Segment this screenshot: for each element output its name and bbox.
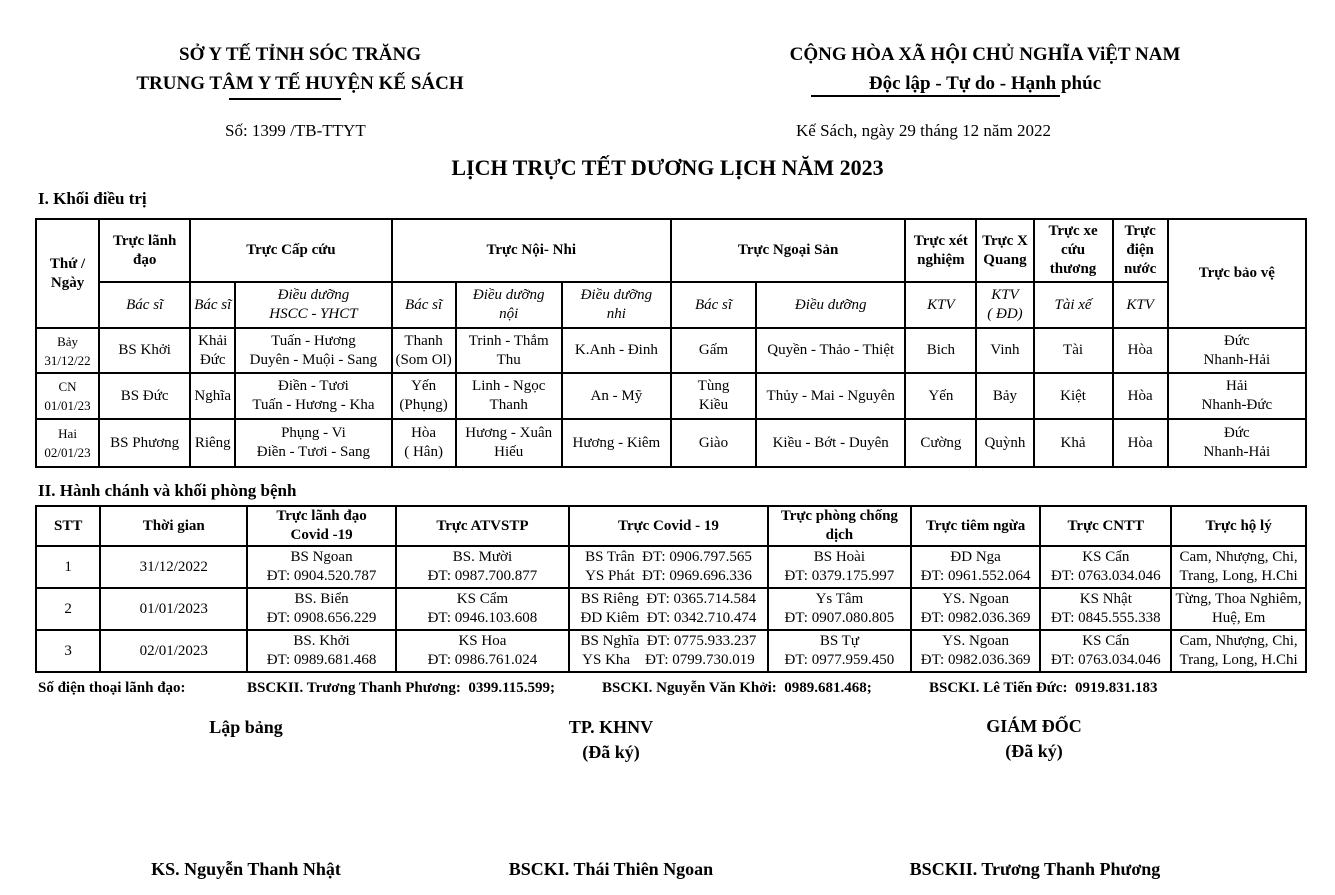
cell-leader: BS Khởi — [99, 328, 190, 373]
cell-covid-leader: BS. Biển ĐT: 0908.656.229 — [247, 588, 396, 630]
header-time: Thời gian — [100, 506, 247, 546]
cell-epidemic: BS Hoài ĐT: 0379.175.997 — [768, 546, 911, 588]
header-vaccination: Trực tiêm ngừa — [911, 506, 1041, 546]
table-row — [36, 630, 1306, 672]
cell-utilities: Hòa — [1113, 373, 1168, 419]
cell-time: 01/01/2023 — [100, 588, 247, 630]
signature-role: GIÁM ĐỐC — [986, 716, 1082, 736]
signature-status: (Đã ký) — [1005, 741, 1063, 761]
cell-vaccination: YS. Ngoan ĐT: 0982.036.369 — [911, 588, 1041, 630]
cell-food-safety: KS Hoa ĐT: 0986.761.024 — [396, 630, 569, 672]
cell-utilities: Hòa — [1113, 328, 1168, 373]
leader-phone-1: BSCKII. Trương Thanh Phương: 0399.115.599; — [247, 680, 556, 696]
cell-ip-nurse-internal: Hương - Xuân Hiếu — [456, 419, 562, 467]
header-covid: Trực Covid - 19 — [569, 506, 768, 546]
cell-so-doctor: Tùng Kiều — [671, 373, 756, 419]
sub-xray-tech: KTV ( ĐD) — [976, 282, 1033, 328]
header-stt: STT — [36, 506, 100, 546]
cell-ip-doctor: Yến (Phụng) — [392, 373, 456, 419]
cell-day: Bảy 31/12/22 — [36, 328, 99, 373]
cell-so-nurse: Thủy - Mai - Nguyên — [756, 373, 905, 419]
admin-schedule-table — [35, 505, 1307, 673]
cell-lab: Yến — [905, 373, 976, 419]
cell-stt: 2 — [36, 588, 100, 630]
cell-utilities: Hòa — [1113, 419, 1168, 467]
cell-it: KS Cẩn ĐT: 0763.034.046 — [1040, 630, 1171, 672]
issuing-organization — [100, 40, 500, 98]
signature-role: TP. KHNV — [568, 717, 654, 737]
cell-so-nurse: Quyền - Thảo - Thiệt — [756, 328, 905, 373]
cell-ambulance: Khả — [1034, 419, 1113, 467]
cell-it: KS Cẩn ĐT: 0763.034.046 — [1040, 546, 1171, 588]
cell-xray: Quỳnh — [976, 419, 1033, 467]
cell-xray: Vinh — [976, 328, 1033, 373]
header-ambulance: Trực xe cứu thương — [1034, 219, 1113, 282]
header-security: Trực bảo vệ — [1168, 219, 1306, 328]
section-2-heading: II. Hành chánh và khối phòng bệnh — [38, 481, 297, 500]
cell-time: 02/01/2023 — [100, 630, 247, 672]
header-left-underline — [229, 98, 341, 100]
table-row — [36, 588, 1306, 630]
signer-name-director: BSCKII. Trương Thanh Phương — [909, 859, 1161, 879]
cell-lab: Cường — [905, 419, 976, 467]
cell-day: CN 01/01/23 — [36, 373, 99, 419]
header-emergency: Trực Cấp cứu — [190, 219, 391, 282]
page-title: LỊCH TRỰC TẾT DƯƠNG LỊCH NĂM 2023 — [451, 155, 884, 180]
cell-so-doctor: Gấm — [671, 328, 756, 373]
cell-epidemic: Ys Tâm ĐT: 0907.080.805 — [768, 588, 911, 630]
national-motto — [690, 40, 1280, 98]
header-it: Trực CNTT — [1040, 506, 1171, 546]
section-1-heading: I. Khối điều trị — [38, 189, 147, 208]
group-header-row — [36, 219, 1306, 282]
leader-phones-label: Số điện thoại lãnh đạo: — [38, 680, 186, 696]
cell-ip-nurse-peds: K.Anh - Đinh — [562, 328, 671, 373]
header-row — [36, 506, 1306, 546]
cell-so-doctor: Giào — [671, 419, 756, 467]
department-name: SỞ Y TẾ TỈNH SÓC TRĂNG — [179, 44, 421, 65]
cell-covid: BS Trân ĐT: 0906.797.565 YS Phát ĐT: 0969.696.336 — [569, 546, 768, 588]
signature-block-preparer — [146, 715, 346, 740]
country-name: CỘNG HÒA XÃ HỘI CHỦ NGHĨA ViỆT NAM — [789, 44, 1181, 65]
header-leader: Trực lãnh đạo — [99, 219, 190, 282]
signer-name-preparer: KS. Nguyễn Thanh Nhật — [151, 859, 341, 879]
signature-status: (Đã ký) — [582, 742, 640, 762]
cell-security: Đức Nhanh-Hải — [1168, 419, 1306, 467]
header-epidemic: Trực phòng chống dịch — [768, 506, 911, 546]
sub-driver: Tài xế — [1034, 282, 1113, 328]
sub-leader-doctor: Bác sĩ — [99, 282, 190, 328]
header-internal-peds: Trực Nội- Nhi — [392, 219, 671, 282]
cell-ambulance: Tài — [1034, 328, 1113, 373]
cell-covid: BS Nghĩa ĐT: 0775.933.237 YS Kha ĐT: 0799.730.019 — [569, 630, 768, 672]
header-surgery-obs: Trực Ngoại Sản — [671, 219, 905, 282]
cell-em-nurse: Tuấn - Hương Duyên - Muội - Sang — [235, 328, 391, 373]
cell-orderly: Cam, Nhượng, Chi, Trang, Long, H.Chi — [1171, 546, 1306, 588]
cell-so-nurse: Kiều - Bớt - Duyên — [756, 419, 905, 467]
header-utilities: Trực điện nước — [1113, 219, 1168, 282]
header-lab: Trực xét nghiệm — [905, 219, 976, 282]
cell-orderly: Từng, Thoa Nghiêm, Huệ, Em — [1171, 588, 1306, 630]
cell-vaccination: ĐD Nga ĐT: 0961.552.064 — [911, 546, 1041, 588]
cell-em-doctor: Riêng — [190, 419, 235, 467]
table-row — [36, 373, 1306, 419]
cell-it: KS Nhật ĐT: 0845.555.338 — [1040, 588, 1171, 630]
sub-lab-tech: KTV — [905, 282, 976, 328]
cell-vaccination: YS. Ngoan ĐT: 0982.036.369 — [911, 630, 1041, 672]
cell-day: Hai 02/01/23 — [36, 419, 99, 467]
center-name: TRUNG TÂM Y TẾ HUYỆN KẾ SÁCH — [136, 73, 464, 94]
cell-ambulance: Kiệt — [1034, 373, 1113, 419]
cell-ip-doctor: Thanh (Som Ol) — [392, 328, 456, 373]
header-xray: Trực X Quang — [976, 219, 1033, 282]
sub-ip-nurse-internal: Điều dưỡng nội — [456, 282, 562, 328]
cell-stt: 1 — [36, 546, 100, 588]
cell-security: Hải Nhanh-Đức — [1168, 373, 1306, 419]
cell-food-safety: BS. Mười ĐT: 0987.700.877 — [396, 546, 569, 588]
cell-em-nurse: Phụng - Vi Điền - Tươi - Sang — [235, 419, 391, 467]
signer-name-khnv: BSCKI. Thái Thiên Ngoan — [508, 859, 714, 879]
document-date: Kế Sách, ngày 29 tháng 12 năm 2022 — [796, 121, 1051, 140]
sub-emergency-nurse: Điều dưỡng HSCC - YHCT — [235, 282, 391, 328]
cell-ip-nurse-internal: Trinh - Thắm Thu — [456, 328, 562, 373]
sub-ip-doctor: Bác sĩ — [392, 282, 456, 328]
table-row — [36, 546, 1306, 588]
cell-food-safety: KS Cẩm ĐT: 0946.103.608 — [396, 588, 569, 630]
cell-covid: BS Riêng ĐT: 0365.714.584 ĐD Kiêm ĐT: 0342.710.474 — [569, 588, 768, 630]
signature-block-director — [934, 714, 1134, 764]
cell-ip-doctor: Hòa ( Hân) — [392, 419, 456, 467]
motto: Độc lập - Tự do - Hạnh phúc — [868, 73, 1102, 94]
table-row — [36, 328, 1306, 373]
sub-so-doctor: Bác sĩ — [671, 282, 756, 328]
header-food-safety: Trực ATVSTP — [396, 506, 569, 546]
cell-time: 31/12/2022 — [100, 546, 247, 588]
cell-ip-nurse-internal: Linh - Ngọc Thanh — [456, 373, 562, 419]
cell-lab: Bich — [905, 328, 976, 373]
header-orderly: Trực hộ lý — [1171, 506, 1306, 546]
cell-covid-leader: BS. Khởi ĐT: 0989.681.468 — [247, 630, 396, 672]
cell-em-doctor: Khải Đức — [190, 328, 235, 373]
document-number: Số: 1399 /TB-TTYT — [225, 121, 366, 140]
signature-block-khnv — [511, 715, 711, 765]
cell-xray: Bảy — [976, 373, 1033, 419]
cell-em-doctor: Nghĩa — [190, 373, 235, 419]
sub-emergency-doctor: Bác sĩ — [190, 282, 235, 328]
signature-role: Lập bảng — [209, 717, 283, 737]
cell-orderly: Cam, Nhượng, Chi, Trang, Long, H.Chi — [1171, 630, 1306, 672]
sub-header-row — [36, 282, 1306, 328]
cell-leader: BS Đức — [99, 373, 190, 419]
cell-security: Đức Nhanh-Hải — [1168, 328, 1306, 373]
cell-leader: BS Phương — [99, 419, 190, 467]
cell-em-nurse: Điền - Tươi Tuấn - Hương - Kha — [235, 373, 391, 419]
cell-epidemic: BS Tự ĐT: 0977.959.450 — [768, 630, 911, 672]
cell-ip-nurse-peds: Hương - Kiêm — [562, 419, 671, 467]
sub-util-tech: KTV — [1113, 282, 1168, 328]
leader-phone-2: BSCKI. Nguyễn Văn Khởi: 0989.681.468; — [602, 680, 872, 696]
cell-ip-nurse-peds: An - Mỹ — [562, 373, 671, 419]
header-covid-leader: Trực lãnh đạo Covid -19 — [247, 506, 396, 546]
cell-covid-leader: BS Ngoan ĐT: 0904.520.787 — [247, 546, 396, 588]
sub-ip-nurse-peds: Điều dưỡng nhi — [562, 282, 671, 328]
leader-phone-3: BSCKI. Lê Tiến Đức: 0919.831.183 — [929, 680, 1158, 696]
sub-so-nurse: Điều dưỡng — [756, 282, 905, 328]
header-right-underline — [811, 95, 1060, 97]
treatment-schedule-table — [35, 218, 1307, 468]
header-day: Thứ / Ngày — [36, 219, 99, 328]
table-row — [36, 419, 1306, 467]
cell-stt: 3 — [36, 630, 100, 672]
